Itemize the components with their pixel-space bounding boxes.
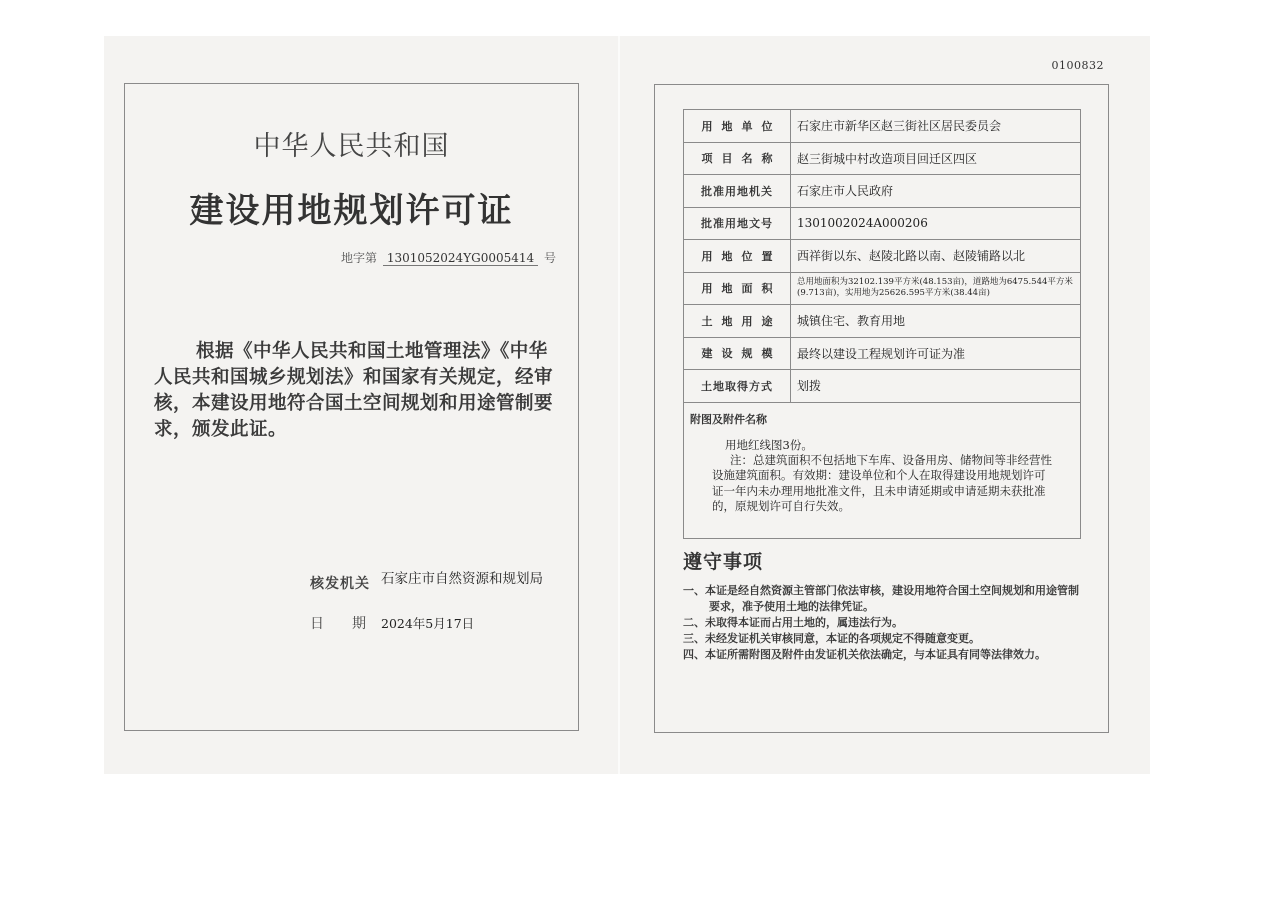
details-panel <box>654 84 1109 733</box>
legal-statement: 根据《中华人民共和国土地管理法》《中华人民共和国城乡规划法》和国家有关规定，经审核，本建设用地符合国土空间规划和用途管制要求，颁发此证。 <box>154 341 554 440</box>
row-label: 用地位置 <box>684 240 791 273</box>
row-value: 西祥街以东、赵陵北路以南、赵陵铺路以北 <box>791 240 1081 273</box>
rule-item: 一、本证是经自然资源主管部门依法审核，建设用地符合国土空间规划和用途管制要求，准予使用土地的法律凭证。 <box>683 584 1079 613</box>
details-table <box>683 109 1081 539</box>
attachments-note: 注：总建筑面积不包括地下车库、设备用房、储物间等非经营性设施建筑面积。有效期：建设单位和个人在取得建设用地规划许可证一年内未办理用地批准文件，且未申请延期或申请延期未获批准的，原规划许可自行失效。 <box>712 452 1052 513</box>
table-row <box>684 175 1081 208</box>
row-label: 批准用地文号 <box>684 207 791 240</box>
rule-item: 三、未经发证机关审核同意，本证的各项规定不得随意变更。 <box>683 632 980 645</box>
rule-item: 二、未取得本证而占用土地的，属违法行为。 <box>683 616 903 629</box>
date-label: 日期 <box>310 616 394 632</box>
country-name: 中华人民共和国 <box>253 131 450 162</box>
attachments-cell <box>684 402 1081 538</box>
attachments-line: 用地红线图3份。 <box>725 437 813 452</box>
issuer-value: 石家庄市自然资源和规划局 <box>381 571 543 587</box>
row-label: 项目名称 <box>684 142 791 175</box>
issuer-label: 核发机关 <box>310 576 370 592</box>
table-row <box>684 272 1081 305</box>
issue-date: 2024年5月17日 <box>381 616 475 631</box>
row-label: 土地用途 <box>684 305 791 338</box>
table-row <box>684 240 1081 273</box>
rules-title: 遵守事项 <box>683 551 764 573</box>
certificate-title: 建设用地规划许可证 <box>189 191 514 231</box>
table-row <box>684 370 1081 403</box>
row-value: 1301002024A000206 <box>791 207 1081 240</box>
rule-item: 四、本证所需附图及附件由发证机关依法确定，与本证具有同等法律效力。 <box>683 648 1046 661</box>
page-fold <box>618 36 620 774</box>
row-label: 用地面积 <box>684 272 791 305</box>
certificate-number-value: 1301052024YG0005414 <box>383 251 538 266</box>
cover-panel <box>124 83 579 731</box>
row-label: 土地取得方式 <box>684 370 791 403</box>
row-value: 赵三街城中村改造项目回迁区四区 <box>791 142 1081 175</box>
table-row <box>684 110 1081 143</box>
rules-list <box>683 583 1083 663</box>
certificate-number-prefix: 地字第 <box>341 251 378 265</box>
table-row <box>684 337 1081 370</box>
certificate-number-suffix: 号 <box>543 251 556 265</box>
row-label: 批准用地机关 <box>684 175 791 208</box>
attachments-label: 附图及附件名称 <box>690 412 767 426</box>
row-value: 最终以建设工程规划许可证为准 <box>791 337 1081 370</box>
row-value: 石家庄市人民政府 <box>791 175 1081 208</box>
row-value: 石家庄市新华区赵三街社区居民委员会 <box>791 110 1081 143</box>
table-row <box>684 207 1081 240</box>
certificate-number <box>341 249 556 266</box>
attachments-row <box>684 402 1081 538</box>
serial-number: 0100832 <box>1051 59 1104 72</box>
row-value: 城镇住宅、教育用地 <box>791 305 1081 338</box>
row-label: 建设规模 <box>684 337 791 370</box>
table-row <box>684 142 1081 175</box>
table-row <box>684 305 1081 338</box>
row-label: 用地单位 <box>684 110 791 143</box>
row-value: 划拨 <box>791 370 1081 403</box>
row-value: 总用地面积为32102.139平方米(48.153亩)，道路地为6475.544平方米(9.713亩)，实用地为25626.595平方米(38.44亩) <box>791 272 1081 305</box>
